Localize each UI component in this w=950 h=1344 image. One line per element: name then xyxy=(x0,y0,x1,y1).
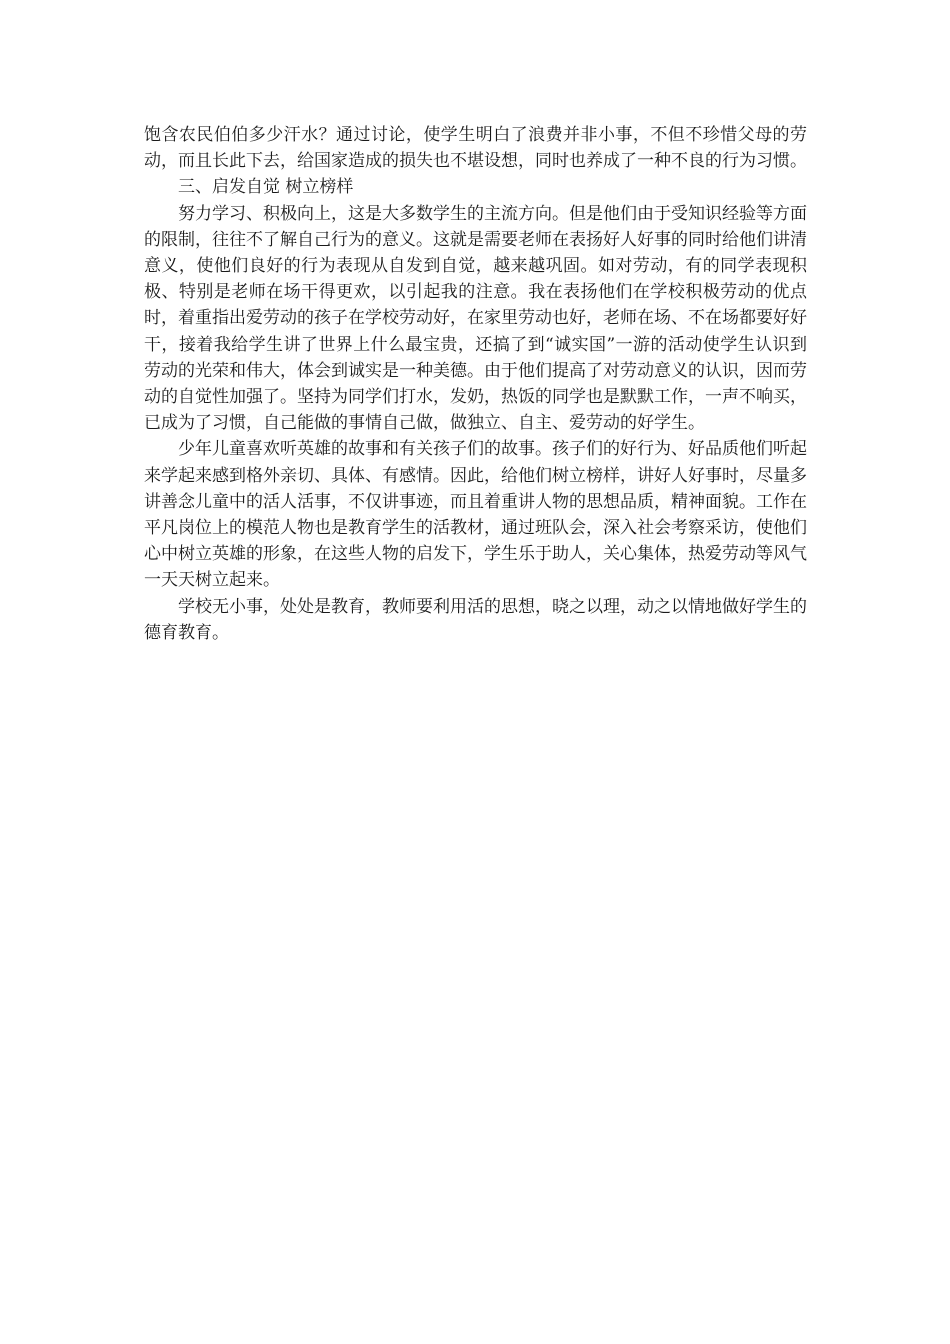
paragraph-continuation: 饱含农民伯伯多少汗水？通过讨论，使学生明白了浪费并非小事，不但不珍惜父母的劳动，而且长此下去，给国家造成的损失也不堪设想，同时也养成了一种不良的行为习惯。 xyxy=(144,125,807,172)
body-paragraph: 学校无小事，处处是教育，教师要利用活的思想，晓之以理，动之以情地做好学生的德育教育。 xyxy=(144,596,807,643)
section-heading: 三、启发自觉 树立榜样 xyxy=(178,177,354,198)
body-paragraph: 努力学习、积极向上，这是大多数学生的主流方向。但是他们由于受知识经验等方面的限制，往往不了解自己行为的意义。这就是需要老师在表扬好人好事的同时给他们讲清意义，使他们良好的行为表现从自发到自觉，越来越巩固。如对劳动，有的同学表现积极、特别是老师在场干得更欢，以引起我的注意。我在表扬他们在学校积极劳动的优点时，着重指出爱劳动的孩子在学校劳动好，在家里劳动也好，老师在场、不在场都要好好干，接着我给学生讲了世界上什么最宝贵，还搞了到“诚实国”一游的活动使学生认识到劳动的光荣和伟大，体会到诚实是一种美德。由于他们提高了对劳动意义的认识，因而劳动的自觉性加强了。坚持为同学们打水，发奶，热饭的同学也是默默工作，一声不响买，已成为了习惯，自己能做的事情自己做，做独立、自主、爱劳动的好学生。 xyxy=(144,203,807,434)
document-page xyxy=(144,122,807,646)
body-paragraph: 少年儿童喜欢听英雄的故事和有关孩子们的故事。孩子们的好行为、好品质他们听起来学起来感到格外亲切、具体、有感情。因此，给他们树立榜样，讲好人好事时，尽量多讲善念儿童中的活人活事，不仅讲事迹，而且着重讲人物的思想品质，精神面貌。工作在平凡岗位上的模范人物也是教育学生的活教材，通过班队会，深入社会考察采访，使他们心中树立英雄的形象，在这些人物的启发下，学生乐于助人，关心集体，热爱劳动等风气一天天树立起来。 xyxy=(144,439,807,591)
